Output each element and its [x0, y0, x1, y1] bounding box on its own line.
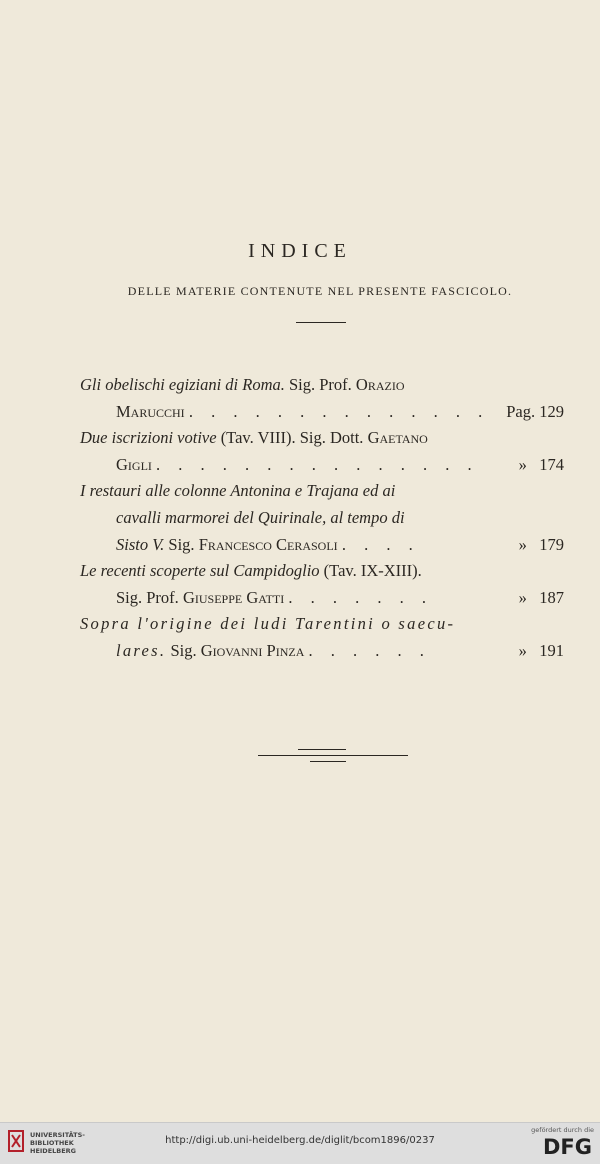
funded-by-label: gefördert durch die [531, 1126, 594, 1134]
toc-entry-5-line-1: Sopra l'origine dei ludi Tarentini o saecu- [80, 614, 456, 634]
toc-entry-2-line-1: Due iscrizioni votive (Tav. VIII). Sig. Dott. Gaetano [80, 428, 428, 448]
dfg-logo[interactable]: DFG [542, 1135, 592, 1159]
end-divider-top [298, 749, 346, 750]
end-divider-bottom [310, 761, 346, 762]
toc-entry-5-line-2: lares. Sig. Giovanni Pinza . . . . . . » 191 [80, 638, 564, 665]
viewer-footer [0, 1122, 600, 1164]
page-number: » 187 [518, 587, 564, 607]
end-divider [258, 755, 408, 756]
page-number: » 191 [518, 640, 564, 660]
toc-entry-3-line-1: I restauri alle colonne Antonina e Trajana ed ai [80, 481, 396, 501]
page-number: » 174 [518, 454, 564, 474]
table-of-contents [80, 372, 564, 665]
toc-entry-4-line-1: Le recenti scoperte sul Campidoglio (Tav. IX-XIII). [80, 561, 422, 581]
page-number: Pag. 129 [506, 401, 564, 421]
toc-entry-2-line-2: Gigli . . . . . . . . . . . . . . . » 174 [80, 452, 564, 479]
toc-entry-4-line-2: Sig. Prof. Giuseppe Gatti . . . . . . . » 187 [80, 585, 564, 612]
title-divider [296, 322, 346, 323]
page-number: » 179 [518, 534, 564, 554]
toc-entry-3-line-3: Sisto V. Sig. Francesco Cerasoli . . . . » 179 [80, 532, 564, 559]
toc-entry-1-line-2: Marucchi . . . . . . . . . . . . . . Pag. 129 [80, 399, 564, 426]
toc-entry-1-line-1: Gli obelischi egiziani di Roma. Sig. Prof. Orazio [80, 375, 405, 394]
university-name[interactable]: UNIVERSITÄTS- BIBLIOTHEK HEIDELBERG [30, 1131, 85, 1155]
index-title: INDICE [248, 240, 352, 262]
permalink-url[interactable]: http://digi.ub.uni-heidelberg.de/diglit/bcom1896/0237 [165, 1135, 435, 1146]
toc-entry-3-line-2: cavalli marmorei del Quirinale, al tempo di [116, 507, 405, 527]
index-subtitle: DELLE MATERIE CONTENUTE NEL PRESENTE FASCICOLO. [127, 284, 513, 298]
